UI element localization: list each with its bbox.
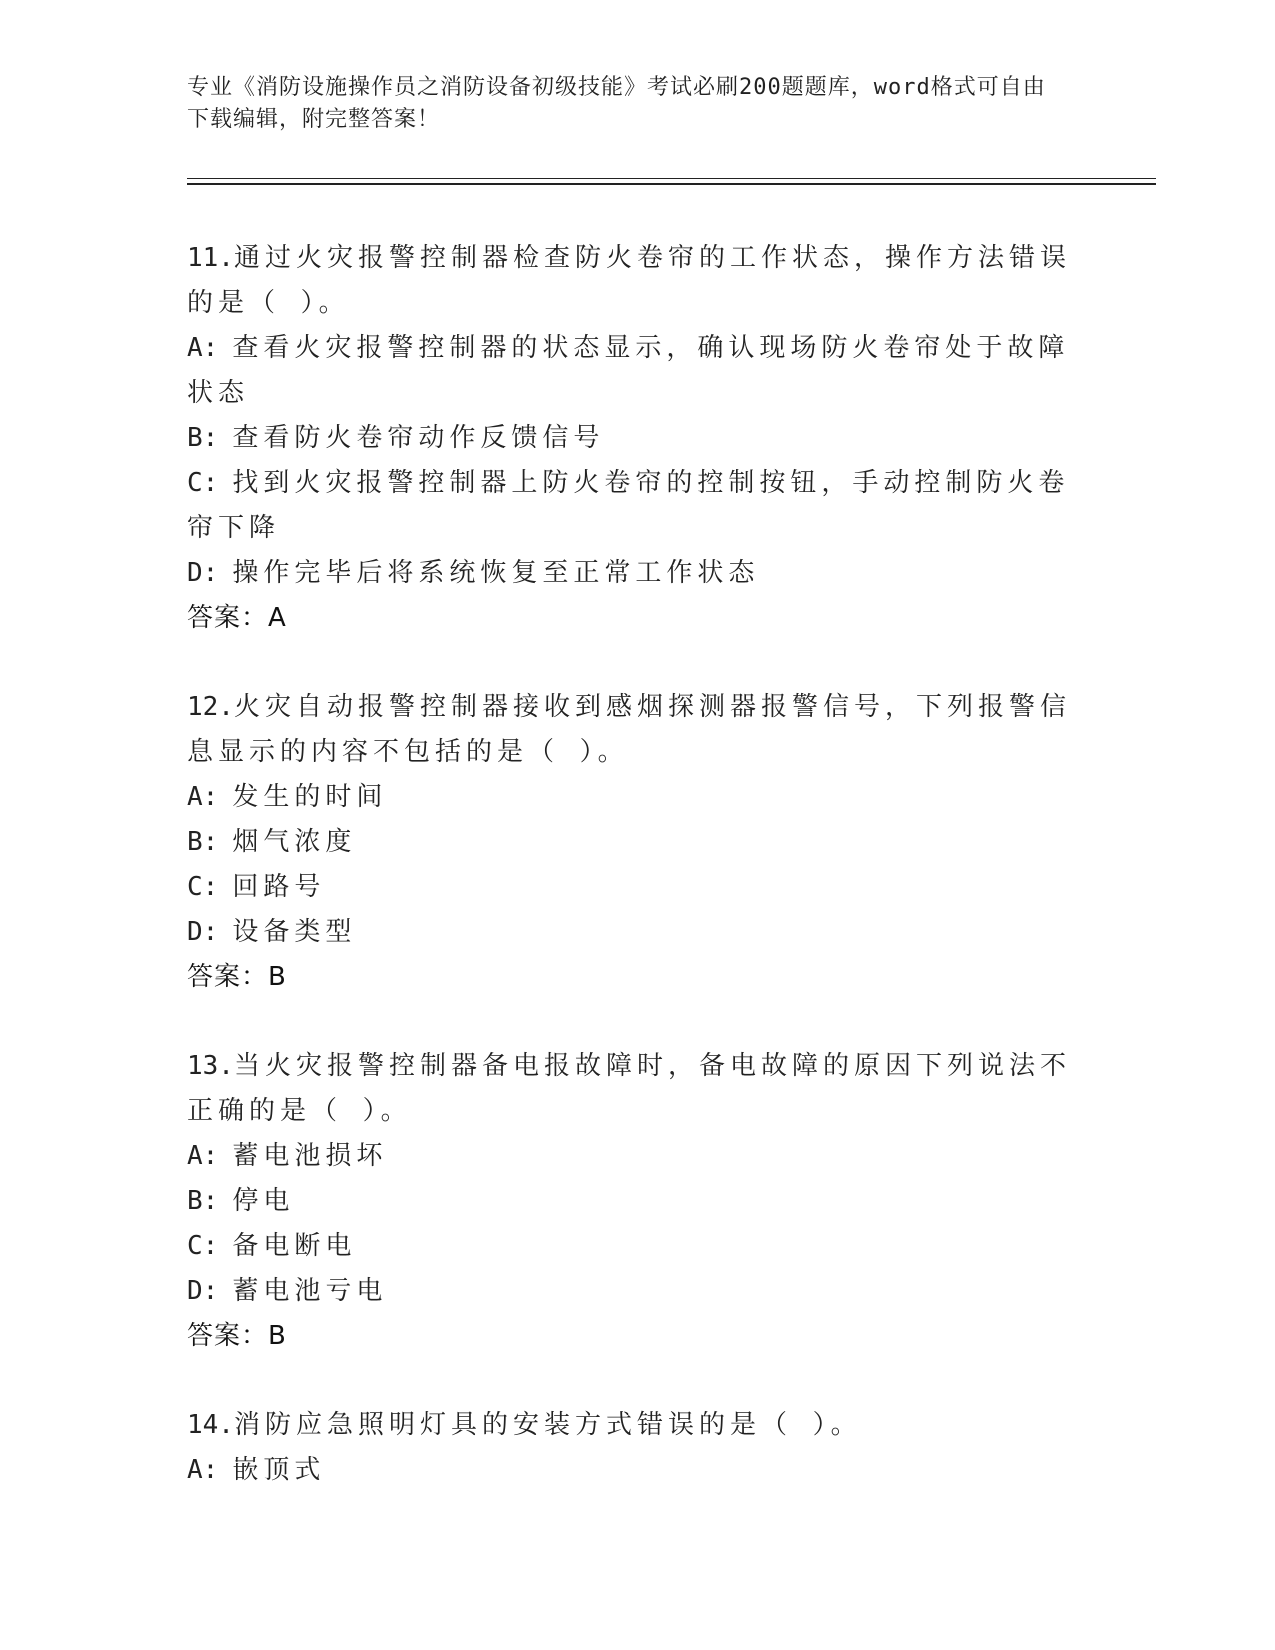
option-a: [187, 775, 1087, 820]
question-12: [187, 685, 1087, 1000]
answer-value: A: [268, 603, 287, 633]
option-key: B:: [187, 423, 219, 453]
option-key: B:: [187, 827, 219, 857]
answer-label: 答案：: [187, 603, 269, 633]
answer-value: B: [268, 1321, 287, 1351]
question-stem: [187, 1044, 1087, 1134]
option-key: D:: [187, 1276, 219, 1306]
answer-label: 答案：: [187, 962, 269, 992]
option-a: [187, 1448, 1087, 1493]
option-a: [187, 326, 1087, 416]
question-number: 14.: [187, 1410, 234, 1440]
question-number: 13.: [187, 1051, 234, 1081]
header-divider-thin: [187, 178, 1156, 179]
option-text: 蓄电池损坏: [232, 1141, 388, 1171]
option-key: C:: [187, 1231, 219, 1261]
option-text: 查看火灾报警控制器的状态显示，确认现场防火卷帘处于故障状态: [187, 333, 1070, 408]
option-text: 发生的时间: [232, 782, 388, 812]
option-key: C:: [187, 468, 219, 498]
option-key: A:: [187, 1455, 219, 1485]
answer-line: [187, 955, 1087, 1000]
option-key: B:: [187, 1186, 219, 1216]
option-a: [187, 1134, 1087, 1179]
option-b: [187, 1179, 1087, 1224]
option-b: [187, 820, 1087, 865]
option-d: [187, 910, 1087, 955]
answer-line: [187, 596, 1087, 641]
header-divider-thick: [187, 183, 1156, 185]
option-c: [187, 1224, 1087, 1269]
document-header: [187, 72, 1067, 136]
option-key: A:: [187, 1141, 219, 1171]
header-intro-text: 专业《消防设施操作员之消防设备初级技能》考试必刷200题题库，word格式可自由下载编辑，附完整答案！: [187, 75, 1046, 132]
question-text: 火灾自动报警控制器接收到感烟探测器报警信号，下列报警信息显示的内容不包括的是（ ）。: [187, 692, 1071, 767]
question-text: 消防应急照明灯具的安装方式错误的是（ ）。: [233, 1410, 862, 1440]
answer-value: B: [268, 962, 287, 992]
option-key: A:: [187, 333, 219, 363]
option-text: 烟气浓度: [232, 827, 357, 857]
question-13: [187, 1044, 1087, 1359]
option-key: D:: [187, 917, 219, 947]
question-11: [187, 236, 1087, 641]
option-key: C:: [187, 872, 219, 902]
option-key: D:: [187, 558, 219, 588]
option-text: 操作完毕后将系统恢复至正常工作状态: [232, 558, 760, 588]
question-stem: [187, 685, 1087, 775]
option-c: [187, 865, 1087, 910]
option-text: 回路号: [232, 872, 326, 902]
option-d: [187, 551, 1087, 596]
question-stem: [187, 236, 1087, 326]
answer-label: 答案：: [187, 1321, 269, 1351]
option-text: 嵌顶式: [232, 1455, 326, 1485]
option-key: A:: [187, 782, 219, 812]
question-number: 11.: [187, 243, 234, 273]
option-c: [187, 461, 1087, 551]
option-b: [187, 416, 1087, 461]
option-d: [187, 1269, 1087, 1314]
question-number: 12.: [187, 692, 234, 722]
option-text: 蓄电池亏电: [232, 1276, 388, 1306]
option-text: 设备类型: [232, 917, 357, 947]
option-text: 查看防火卷帘动作反馈信号: [232, 423, 605, 453]
question-stem: [187, 1403, 1087, 1448]
question-text: 当火灾报警控制器备电报故障时，备电故障的原因下列说法不正确的是（ ）。: [187, 1051, 1071, 1126]
question-list: [187, 236, 1087, 1537]
option-text: 停电: [232, 1186, 295, 1216]
question-14: [187, 1403, 1087, 1493]
question-text: 通过火灾报警控制器检查防火卷帘的工作状态，操作方法错误的是（ ）。: [187, 243, 1071, 318]
option-text: 备电断电: [232, 1231, 357, 1261]
answer-line: [187, 1314, 1087, 1359]
option-text: 找到火灾报警控制器上防火卷帘的控制按钮，手动控制防火卷帘下降: [187, 468, 1070, 543]
